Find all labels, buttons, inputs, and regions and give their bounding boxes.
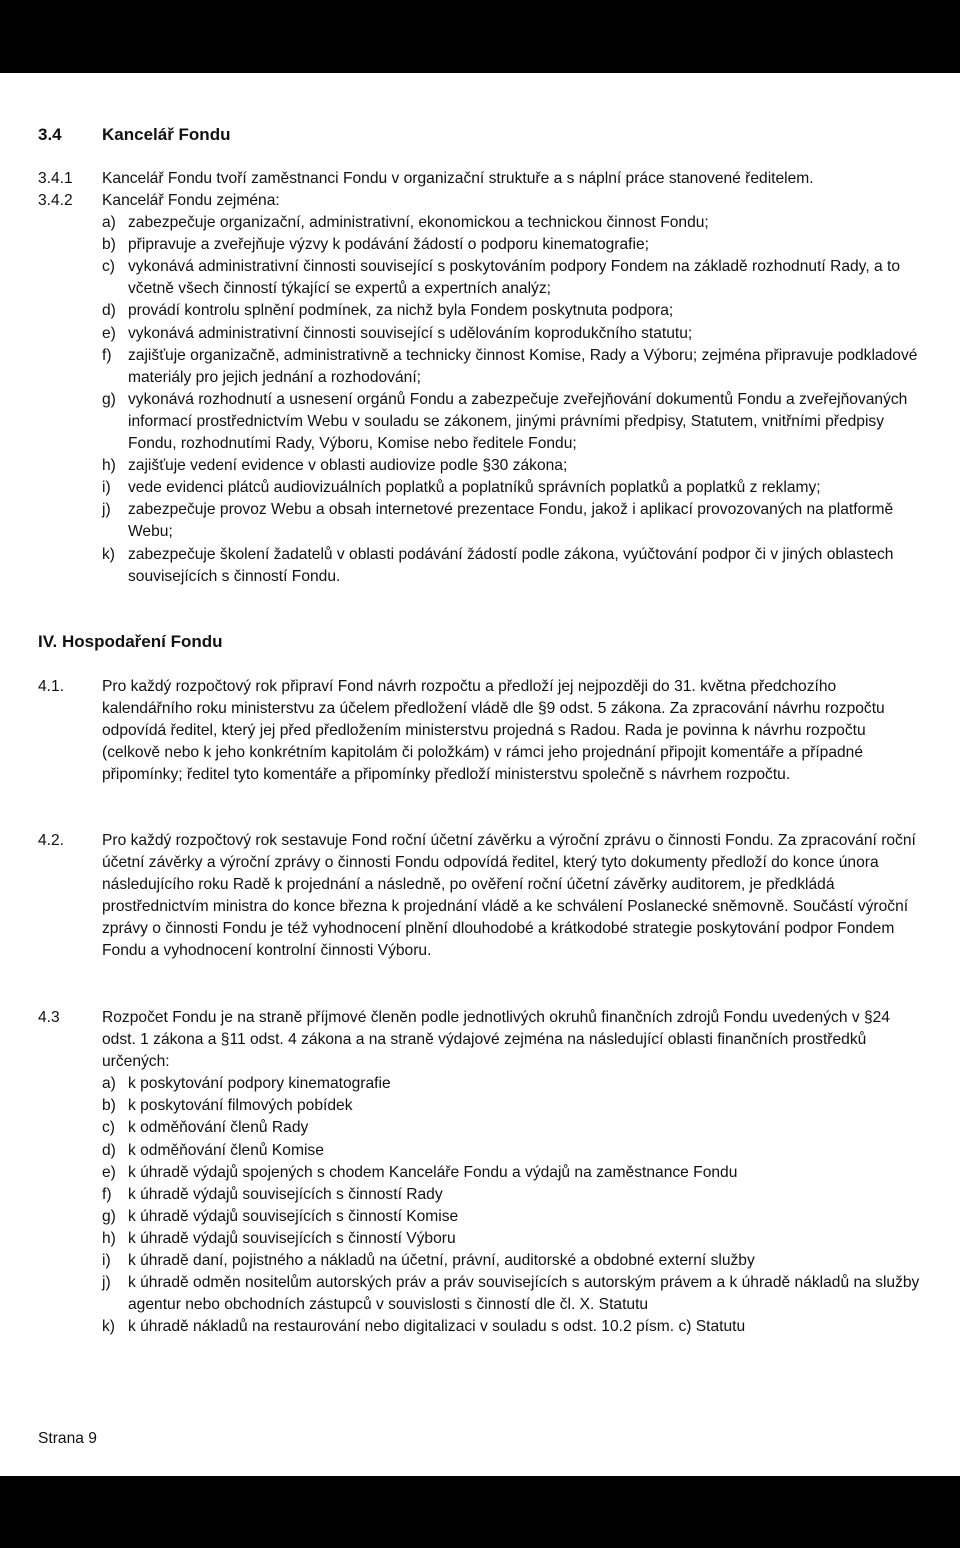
list-item [102, 256, 922, 300]
paragraph-intro: Rozpočet Fondu je na straně příjmové členěn podle jednotlivých okruhů finančních zdrojů Fondu uvedených v §24 odst. 1 zákona a §11 odst. 4 zákona a na straně výdajové zejména na následující oblasti finančních prostředků určených: [102, 1009, 890, 1071]
list-letter: c) [102, 258, 115, 276]
list-item [102, 300, 922, 322]
list-item [102, 1140, 922, 1162]
list-item [102, 389, 922, 455]
list-item [102, 345, 922, 389]
paragraph-4-1 [38, 676, 922, 786]
paragraph-3-4-2 [38, 190, 922, 588]
list-text: k úhradě nákladů na restaurování nebo digitalizaci v souladu s odst. 10.2 písm. c) Statutu [128, 1318, 746, 1336]
list-letter: k) [102, 545, 115, 563]
paragraph-number: 4.3 [38, 1009, 60, 1026]
list-letter: e) [102, 1163, 116, 1181]
list-text: k úhradě výdajů souvisejících s činností Komise [128, 1207, 459, 1225]
list-item [102, 1250, 922, 1272]
bottom-black-band [0, 1476, 960, 1548]
list-text: k úhradě výdajů souvisejících s činností Rady [128, 1185, 443, 1203]
list-text: připravuje a zveřejňuje výzvy k podávání žádostí o podporu kinematografie; [128, 236, 649, 254]
list-text: k úhradě daní, pojistného a nákladů na účetní, právní, auditorské a obdobné externí služby [128, 1252, 755, 1270]
list-text: k odměňování členů Rady [128, 1119, 309, 1137]
section-heading-3-4 [38, 124, 230, 146]
list-item [102, 499, 922, 543]
list-letter: i) [102, 1252, 111, 1270]
list-text: k úhradě výdajů souvisejících s činností Výboru [128, 1229, 456, 1247]
paragraph-body [102, 1007, 922, 1338]
list-item [102, 1184, 922, 1206]
list-letter: b) [102, 236, 116, 254]
list-text: zajišťuje vedení evidence v oblasti audiovize podle §30 zákona; [128, 457, 568, 475]
paragraph-text: Pro každý rozpočtový rok sestavuje Fond roční účetní závěrku a výroční zprávu o činnosti Fondu. Za zpracování roční účetní závěrky a výroční zprávy o činnosti Fondu odpovídá ředitel, který tyto dokumenty předloží do konce února následujícího roku Radě k projednání a následně, po ověření roční účetní závěrky auditorem, je předkládá prostřednictvím ministra do konce března k projednání vládě a ke schválení Poslanecké sněmovně. Součástí výroční zprávy o činnosti Fondu je též vyhodnocení plnění dlouhodobé a krátkodobé strategie poskytování podpor Fondem Fondu a vyhodnocení kontrolní činnosti Výboru. [102, 832, 916, 960]
list-item [102, 477, 922, 499]
paragraph-number: 4.1. [38, 678, 65, 695]
list-letter: g) [102, 390, 116, 408]
paragraph-number: 3.4.1 [38, 170, 73, 187]
list-letter: c) [102, 1119, 115, 1137]
top-black-band [0, 0, 960, 73]
list-text: k úhradě odměn nositelům autorských práv a práv souvisejících s autorským právem a k úhradě nákladů na služby agentur nebo obchodních zástupců v souvislosti s činností dle čl. X. Statutu [128, 1274, 920, 1314]
list-item [102, 1206, 922, 1228]
list-letter: a) [102, 1075, 116, 1093]
list-item [102, 1117, 922, 1139]
list-item [102, 544, 922, 588]
paragraph-3-4-1 [38, 168, 922, 190]
list-text: vede evidenci plátců audiovizuálních poplatků a poplatníků správních poplatků a poplatků z reklamy; [128, 479, 821, 497]
list-letter: d) [102, 302, 116, 320]
list-item [102, 1316, 922, 1338]
paragraph-number: 3.4.2 [38, 192, 73, 209]
list-item [102, 1073, 922, 1095]
page-number-footer: Strana 9 [38, 1430, 97, 1447]
list-text: k poskytování podpory kinematografie [128, 1075, 391, 1093]
list-item [102, 1228, 922, 1250]
list-item [102, 1272, 922, 1316]
list-text: k odměňování členů Komise [128, 1141, 324, 1159]
list-letter: b) [102, 1097, 116, 1115]
list-item [102, 234, 922, 256]
list-letter: g) [102, 1207, 116, 1225]
list-letter: k) [102, 1318, 115, 1336]
section-heading-IV [38, 632, 223, 652]
list-letter: a) [102, 214, 116, 232]
paragraph-text: Pro každý rozpočtový rok připraví Fond návrh rozpočtu a předloží jej nejpozději do 31. května předchozího kalendářního roku ministerstvu za účelem předložení vládě dle §9 odst. 5 zákona. Za zpracování návrhu rozpočtu odpovídá ředitel, který jej před předložením ministerstvu projedná s Radou. Rada je povinna k návrhu rozpočtu (celkově nebo k jeho konkrétním kapitolám či položkám) v rámci jeho projednání připojit komentáře a případné připomínky; ředitel tyto komentáře a připomínky předloží ministerstvu společně s návrhem rozpočtu. [102, 678, 885, 784]
list-item [102, 323, 922, 345]
list-letter: f) [102, 346, 112, 364]
list-text: vykonává administrativní činnosti související s poskytováním podpory Fondem na základě rozhodnutí Rady, a to včetně všech činností týkající se expertů a expertních analýz; [128, 258, 900, 298]
list-letter: i) [102, 479, 111, 497]
list-text: zajišťuje organizačně, administrativně a technicky činnost Komise, Rady a Výboru; zejména připravuje podkladové materiály pro jejich jednání a rozhodování; [128, 346, 918, 386]
section-title: IV. Hospodaření Fondu [38, 632, 223, 651]
list-letter: h) [102, 457, 116, 475]
list-letter: h) [102, 1229, 116, 1247]
paragraph-4-2 [38, 830, 922, 963]
paragraph-intro: Kancelář Fondu zejména: [102, 192, 280, 209]
list-letter: d) [102, 1141, 116, 1159]
paragraph-body [102, 190, 922, 588]
list-letter: j) [102, 1274, 111, 1292]
list-text: zabezpečuje organizační, administrativní, ekonomickou a technickou činnost Fondu; [128, 214, 709, 232]
list-item [102, 455, 922, 477]
list-text: vykonává administrativní činnosti související s udělováním koprodukčního statutu; [128, 324, 693, 342]
list-text: zabezpečuje provoz Webu a obsah internetové prezentace Fondu, jakož i aplikací provozovaných na platformě Webu; [128, 501, 894, 541]
list-letter: j) [102, 501, 111, 519]
list-item [102, 212, 922, 234]
list-letter: e) [102, 324, 116, 342]
list-letter: f) [102, 1185, 112, 1203]
list-text: vykonává rozhodnutí a usnesení orgánů Fondu a zabezpečuje zveřejňování dokumentů Fondu a zveřejňovaných informací prostřednictvím Webu v souladu se zákonem, jinými právními předpisy, Statutem, vnitřními předpisy Fondu, rozhodnutími Rady, Výboru, Komise nebo ředitele Fondu; [128, 390, 908, 453]
section-title: Kancelář Fondu [102, 125, 231, 144]
list-text: zabezpečuje školení žadatelů v oblasti podávání žádostí podle zákona, vyúčtování podpor či v jiných oblastech souvisejících s činností Fondu. [128, 545, 894, 585]
paragraph-number: 4.2. [38, 832, 65, 849]
list-text: provádí kontrolu splnění podmínek, za nichž byla Fondem poskytnuta podpora; [128, 302, 674, 320]
section-number: 3.4 [38, 125, 62, 144]
list-item [102, 1162, 922, 1184]
paragraph-text: Kancelář Fondu tvoří zaměstnanci Fondu v organizační struktuře a s náplní práce stanovené ředitelem. [102, 170, 814, 187]
list-text: k úhradě výdajů spojených s chodem Kanceláře Fondu a výdajů na zaměstnance Fondu [128, 1163, 738, 1181]
list-text: k poskytování filmových pobídek [128, 1097, 353, 1115]
list-item [102, 1095, 922, 1117]
paragraph-4-3 [38, 1007, 922, 1338]
